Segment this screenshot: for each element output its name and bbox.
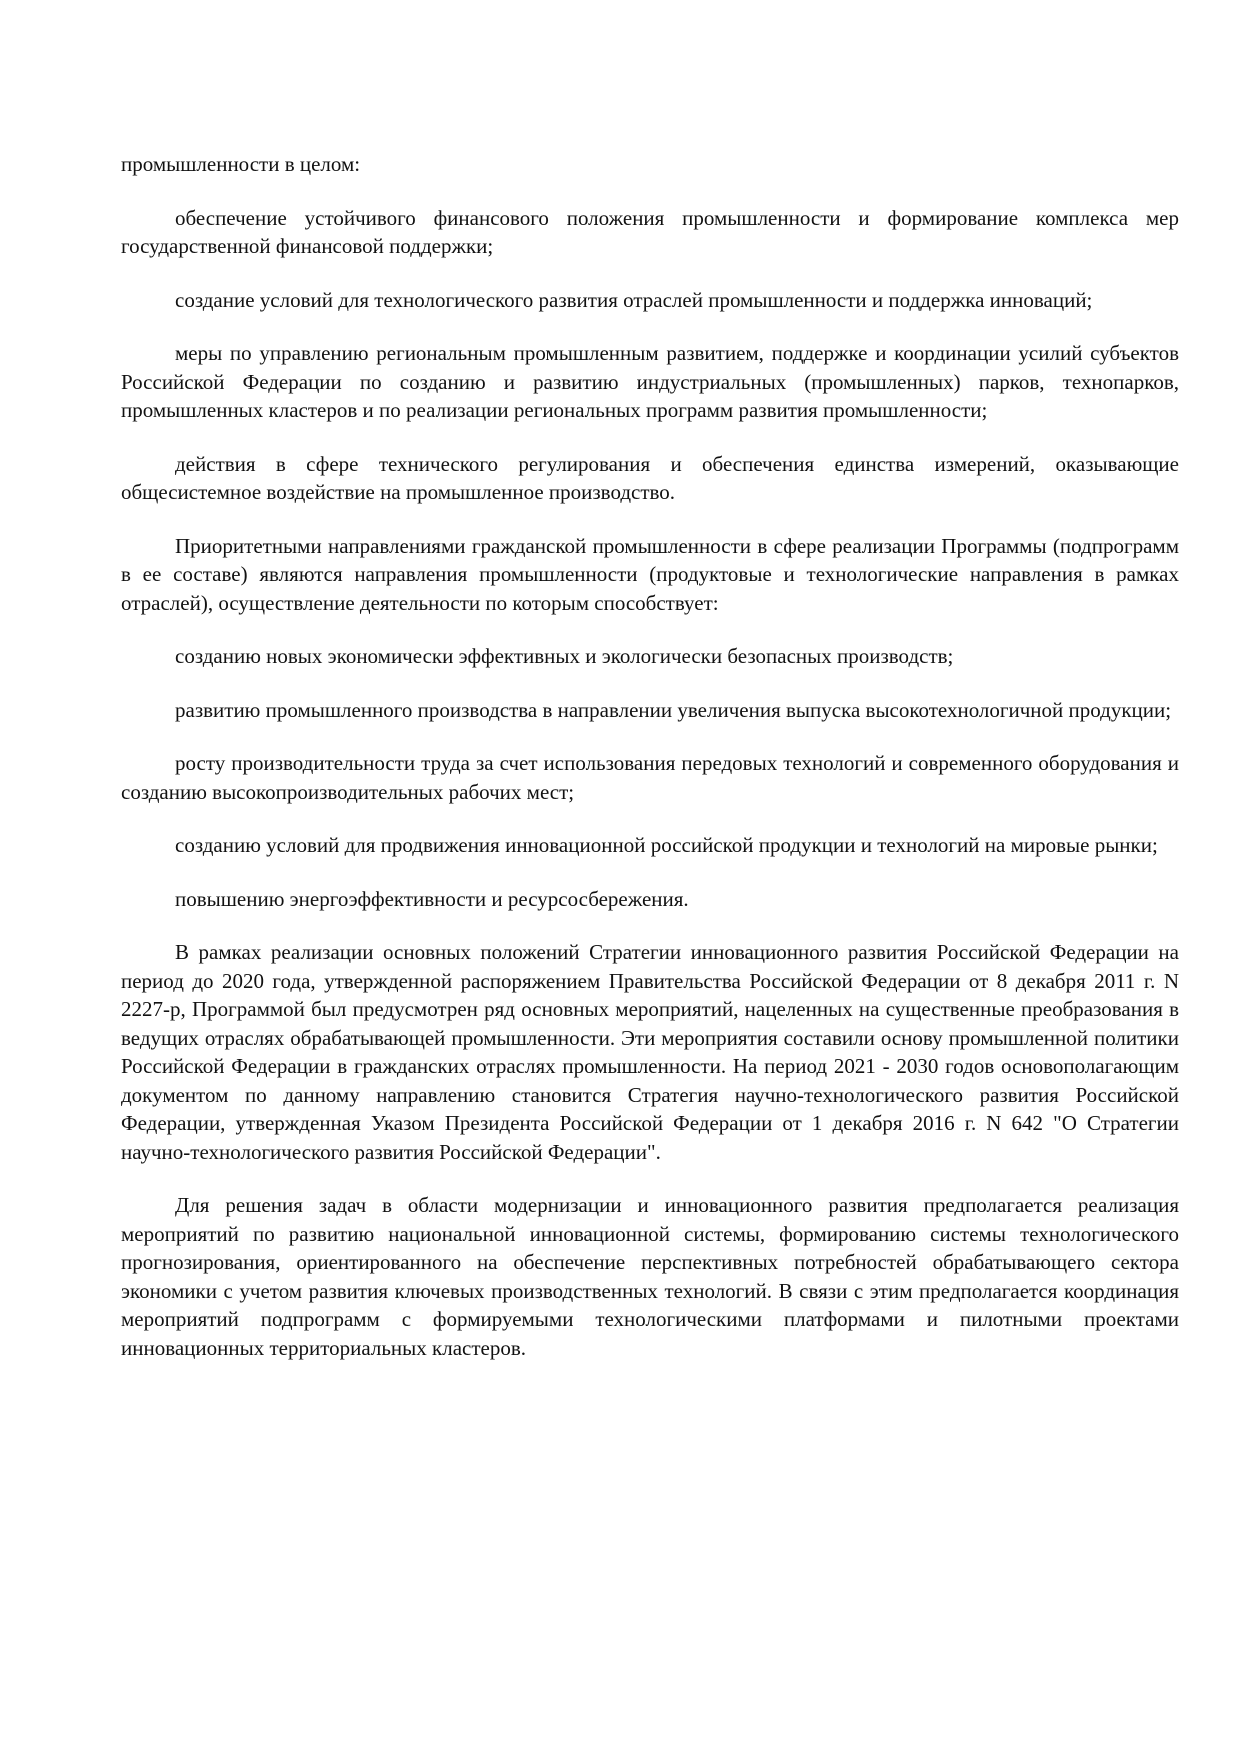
paragraph: созданию новых экономически эффективных и экологически безопасных производств; xyxy=(175,644,954,668)
paragraph: меры по управлению региональным промышленным развитием, поддержке и координации усилий субъектов Российской Федерации по созданию и развитию индустриальных (промышленных) парков, технопарков, промышленных кластеров и по реализации региональных программ развития промышленности; xyxy=(121,341,1179,422)
paragraph: обеспечение устойчивого финансового положения промышленности и формирование комплекса мер государственной финансовой поддержки; xyxy=(121,205,1179,258)
paragraph: росту производительности труда за счет использования передовых технологий и современного оборудования и созданию высокопроизводительных рабочих мест; xyxy=(121,751,1179,804)
paragraph: развитию промышленного производства в направлении увеличения выпуска высокотехнологичной продукции; xyxy=(175,697,1172,722)
document-page xyxy=(121,150,1179,1387)
paragraph: повышению энергоэффективности и ресурсосбережения. xyxy=(175,886,689,911)
paragraph: В рамках реализации основных положений Стратегии инновационного развития Российской Федерации на период до 2020 года, утвержденной распоряжением Правительства Российской Федерации от 8 декабря 2011 г. N 2227-р, Программой был предусмотрен ряд основных мероприятий, нацеленных на существенные преобразования в ведущих отраслях обрабатывающей промышленности. Эти мероприятия составили основу промышленной политики Российской Федерации в гражданских отраслях промышленности. На период 2021 - 2030 годов основополагающим документом по данному направлению становится Стратегия научно-технологического развития Российской Федерации, утвержденная Указом Президента Российской Федерации от 1 декабря 2016 г. N 642 "О Стратегии научно-технологического развития Российской Федерации". xyxy=(121,940,1179,1164)
paragraph: созданию условий для продвижения инновационной российской продукции и технологий на мировые рынки; xyxy=(175,833,1158,857)
paragraph: Приоритетными направлениями гражданской промышленности в сфере реализации Программы (подпрограмм в ее составе) являются направления промышленности (продуктовые и технологические направления в рамках отраслей), осуществление деятельности по которым способствует: xyxy=(121,533,1179,615)
paragraph: создание условий для технологического развития отраслей промышленности и поддержка инноваций; xyxy=(175,287,1093,312)
paragraph: Для решения задач в области модернизации и инновационного развития предполагается реализация мероприятий по развитию национальной инновационной системы, формированию системы технологического прогнозирования, ориентированного на обеспечение перспективных потребностей обрабатывающего сектора экономики с учетом развития ключевых производственных технологий. В связи с этим предполагается координация мероприятий подпрограмм с формируемыми технологическими платформами и пилотными проектами инновационных территориальных кластеров. xyxy=(121,1193,1179,1360)
paragraph-continuation: промышленности в целом: xyxy=(121,152,361,176)
paragraph: действия в сфере технического регулирования и обеспечения единства измерений, оказывающие общесистемное воздействие на промышленное производство. xyxy=(121,451,1179,504)
